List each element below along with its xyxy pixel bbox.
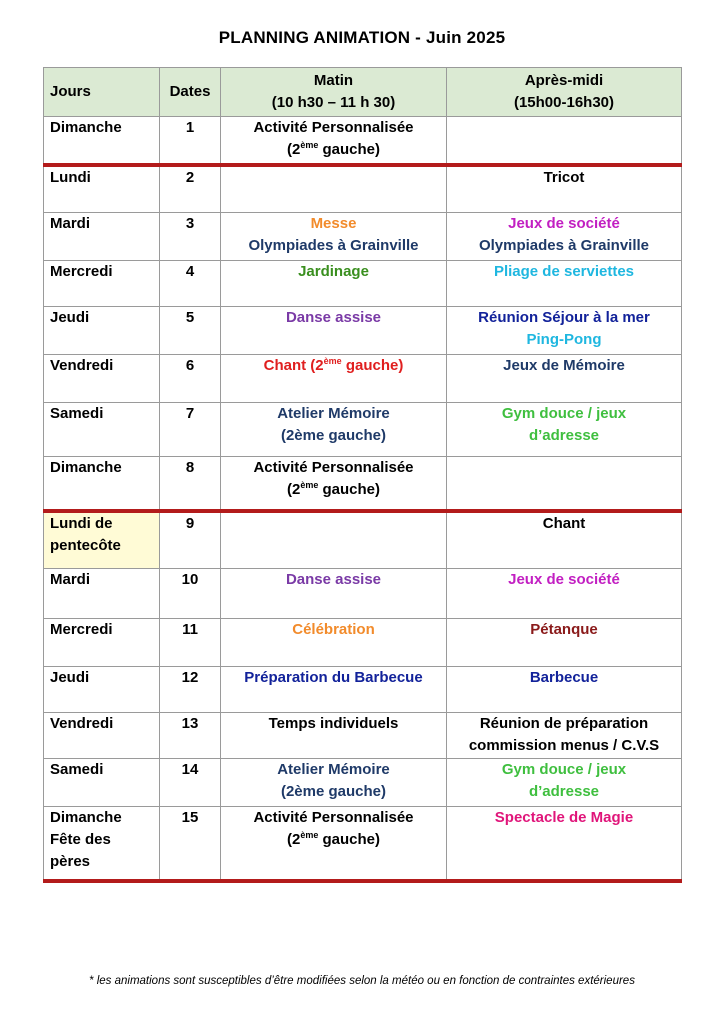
planning-body bbox=[44, 117, 682, 881]
day-label: Vendredi bbox=[50, 357, 114, 374]
activity-text: commission menus / C.V.S bbox=[468, 737, 660, 754]
activity-line bbox=[453, 807, 675, 829]
date-cell: 5 bbox=[160, 307, 221, 355]
header-apres-midi-time: (15h00-16h30) bbox=[513, 94, 615, 111]
activity-text-suffix: gauche) bbox=[341, 357, 404, 374]
date-cell: 12 bbox=[160, 667, 221, 713]
activity-text: Pétanque bbox=[530, 621, 598, 638]
table-row bbox=[44, 807, 682, 881]
day-label: Mercredi bbox=[50, 263, 113, 280]
activity-superscript: ème bbox=[300, 830, 319, 840]
day-cell bbox=[44, 457, 160, 511]
morning-activity-cell bbox=[221, 165, 447, 213]
activity-line bbox=[227, 569, 440, 591]
table-row bbox=[44, 667, 682, 713]
day-cell bbox=[44, 355, 160, 403]
activity-text: Barbecue bbox=[529, 669, 599, 686]
morning-activity-cell bbox=[221, 307, 447, 355]
activity-line bbox=[227, 759, 440, 781]
date-cell: 6 bbox=[160, 355, 221, 403]
activity-line bbox=[453, 235, 675, 257]
date-cell: 7 bbox=[160, 403, 221, 457]
activity-text: Pliage de serviettes bbox=[493, 263, 635, 280]
activity-text-suffix: gauche) bbox=[318, 141, 381, 158]
activity-line bbox=[453, 735, 675, 757]
activity-text: Activité Personnalisée bbox=[253, 119, 414, 136]
header-apres-midi-title: Après-midi bbox=[524, 72, 604, 89]
date-cell: 1 bbox=[160, 117, 221, 165]
day-label: Jeudi bbox=[50, 669, 90, 686]
day-cell bbox=[44, 261, 160, 307]
activity-line bbox=[227, 213, 440, 235]
afternoon-activity-cell bbox=[447, 713, 682, 759]
activity-superscript: ème bbox=[323, 356, 342, 366]
activity-text: Préparation du Barbecue bbox=[244, 669, 423, 686]
morning-activity-cell bbox=[221, 511, 447, 569]
date-cell: 9 bbox=[160, 511, 221, 569]
day-cell bbox=[44, 667, 160, 713]
morning-activity-cell bbox=[221, 355, 447, 403]
header-row bbox=[44, 68, 682, 117]
activity-text: (2ème gauche) bbox=[280, 783, 387, 800]
activity-line bbox=[453, 759, 675, 781]
afternoon-activity-cell bbox=[447, 569, 682, 619]
morning-activity-cell bbox=[221, 759, 447, 807]
morning-activity-cell bbox=[221, 807, 447, 881]
activity-text: Tricot bbox=[543, 168, 585, 186]
date-cell: 2 bbox=[160, 165, 221, 213]
day-label: Mercredi bbox=[50, 621, 113, 638]
day-label: Samedi bbox=[50, 405, 104, 422]
activity-line bbox=[453, 403, 675, 425]
activity-text: Réunion de préparation bbox=[479, 715, 649, 732]
day-cell bbox=[44, 619, 160, 667]
morning-activity-cell bbox=[221, 667, 447, 713]
activity-line bbox=[227, 713, 440, 735]
activity-text: Jeux de société bbox=[508, 215, 620, 232]
activity-superscript: ème bbox=[300, 480, 319, 490]
day-label: Jeudi bbox=[50, 309, 90, 326]
activity-line bbox=[227, 307, 440, 329]
date-cell: 3 bbox=[160, 213, 221, 261]
activity-line bbox=[453, 213, 675, 235]
afternoon-activity-cell bbox=[447, 511, 682, 569]
header-apres-midi bbox=[447, 68, 682, 117]
activity-line bbox=[227, 829, 440, 851]
morning-activity-cell bbox=[221, 213, 447, 261]
table-row bbox=[44, 165, 682, 213]
morning-activity-cell bbox=[221, 569, 447, 619]
activity-text-suffix: gauche) bbox=[318, 831, 381, 848]
day-cell bbox=[44, 807, 160, 881]
activity-line bbox=[227, 117, 440, 139]
day-label: Vendredi bbox=[50, 715, 114, 732]
activity-text: Temps individuels bbox=[268, 715, 399, 732]
header-matin-title: Matin bbox=[313, 72, 354, 89]
day-cell bbox=[44, 713, 160, 759]
activity-text: Atelier Mémoire bbox=[277, 405, 390, 422]
activity-text: Messe bbox=[310, 215, 357, 232]
activity-text: Célébration bbox=[292, 621, 375, 638]
activity-text: (2 bbox=[286, 831, 301, 848]
table-row bbox=[44, 511, 682, 569]
activity-text: Olympiades à Grainville bbox=[248, 237, 419, 254]
afternoon-activity-cell bbox=[447, 355, 682, 403]
activity-text: Chant (2 bbox=[263, 357, 324, 374]
activity-line bbox=[453, 425, 675, 447]
morning-activity-cell bbox=[221, 619, 447, 667]
activity-text: Olympiades à Grainville bbox=[478, 237, 650, 254]
activity-line bbox=[453, 513, 675, 535]
date-cell: 13 bbox=[160, 713, 221, 759]
date-cell: 4 bbox=[160, 261, 221, 307]
date-cell: 14 bbox=[160, 759, 221, 807]
afternoon-activity-cell bbox=[447, 807, 682, 881]
activity-line bbox=[227, 781, 440, 803]
table-row bbox=[44, 713, 682, 759]
activity-line bbox=[227, 403, 440, 425]
table-row bbox=[44, 307, 682, 355]
activity-line bbox=[453, 355, 675, 377]
activity-line bbox=[227, 235, 440, 257]
header-jours: Jours bbox=[44, 68, 160, 117]
afternoon-activity-cell bbox=[447, 117, 682, 165]
morning-activity-cell bbox=[221, 713, 447, 759]
table-row bbox=[44, 619, 682, 667]
activity-line bbox=[453, 781, 675, 803]
day-label: Lundi de bbox=[50, 514, 113, 532]
activity-text: d’adresse bbox=[528, 427, 600, 444]
morning-activity-cell bbox=[221, 117, 447, 165]
afternoon-activity-cell bbox=[447, 307, 682, 355]
activity-text: Spectacle de Magie bbox=[494, 809, 634, 826]
activity-line bbox=[453, 167, 675, 189]
activity-superscript: ème bbox=[300, 140, 319, 150]
activity-text: (2ème gauche) bbox=[280, 427, 387, 444]
date-cell: 10 bbox=[160, 569, 221, 619]
activity-line bbox=[227, 479, 440, 501]
activity-line bbox=[453, 261, 675, 283]
header-dates: Dates bbox=[160, 68, 221, 117]
activity-line bbox=[227, 261, 440, 283]
activity-line bbox=[227, 667, 440, 689]
table-row bbox=[44, 261, 682, 307]
activity-text: Atelier Mémoire bbox=[277, 761, 390, 778]
afternoon-activity-cell bbox=[447, 619, 682, 667]
activity-text: Danse assise bbox=[285, 571, 382, 588]
activity-line bbox=[453, 713, 675, 735]
activity-text-suffix: gauche) bbox=[318, 481, 381, 498]
day-label: pentecôte bbox=[50, 536, 121, 554]
activity-text: Chant bbox=[542, 514, 586, 532]
morning-activity-cell bbox=[221, 261, 447, 307]
day-cell bbox=[44, 117, 160, 165]
day-label: Dimanche bbox=[50, 809, 122, 826]
activity-text: Réunion Séjour à la mer bbox=[478, 309, 650, 326]
activity-line bbox=[227, 139, 440, 161]
activity-text: Activité Personnalisée bbox=[253, 809, 414, 826]
afternoon-activity-cell bbox=[447, 667, 682, 713]
page-title: PLANNING ANIMATION - Juin 2025 bbox=[218, 28, 506, 47]
table-row bbox=[44, 569, 682, 619]
activity-line bbox=[453, 569, 675, 591]
day-cell bbox=[44, 403, 160, 457]
activity-text: Jeux de société bbox=[508, 571, 620, 588]
day-label: Dimanche bbox=[50, 119, 122, 136]
morning-activity-cell bbox=[221, 403, 447, 457]
day-label: Dimanche bbox=[50, 459, 122, 476]
afternoon-activity-cell bbox=[447, 403, 682, 457]
activity-text: (2 bbox=[286, 141, 301, 158]
table-row bbox=[44, 117, 682, 165]
table-row bbox=[44, 213, 682, 261]
day-label: Mardi bbox=[50, 571, 91, 588]
day-label: Samedi bbox=[50, 761, 104, 778]
day-label: Lundi bbox=[50, 168, 91, 186]
activity-text: Activité Personnalisée bbox=[253, 459, 414, 476]
day-label: pères bbox=[50, 853, 91, 870]
activity-line bbox=[227, 425, 440, 447]
activity-text: Ping-Pong bbox=[526, 331, 602, 348]
date-cell: 8 bbox=[160, 457, 221, 511]
morning-activity-cell bbox=[221, 457, 447, 511]
activity-text: d’adresse bbox=[528, 783, 600, 800]
date-cell: 15 bbox=[160, 807, 221, 881]
activity-text: Danse assise bbox=[285, 309, 382, 326]
activity-text: Gym douce / jeux bbox=[501, 761, 627, 778]
activity-line bbox=[227, 457, 440, 479]
header-matin-time: (10 h30 – 11 h 30) bbox=[271, 94, 396, 111]
planning-table bbox=[43, 67, 682, 883]
date-cell: 11 bbox=[160, 619, 221, 667]
activity-line bbox=[453, 667, 675, 689]
day-label: Mardi bbox=[50, 215, 91, 232]
activity-line bbox=[227, 619, 440, 641]
activity-text: Jardinage bbox=[298, 263, 369, 280]
afternoon-activity-cell bbox=[447, 457, 682, 511]
afternoon-activity-cell bbox=[447, 213, 682, 261]
activity-text: Jeux de Mémoire bbox=[503, 357, 625, 374]
table-row bbox=[44, 457, 682, 511]
table-row bbox=[44, 355, 682, 403]
day-cell bbox=[44, 511, 160, 569]
activity-line bbox=[453, 619, 675, 641]
table-row bbox=[44, 403, 682, 457]
afternoon-activity-cell bbox=[447, 165, 682, 213]
activity-line bbox=[227, 355, 440, 377]
activity-text: Gym douce / jeux bbox=[501, 405, 627, 422]
footnote: * les animations sont susceptibles d’être modifiées selon la météo ou en fonction de contraintes extérieures bbox=[89, 975, 635, 987]
day-cell bbox=[44, 213, 160, 261]
afternoon-activity-cell bbox=[447, 759, 682, 807]
activity-line bbox=[453, 307, 675, 329]
activity-line bbox=[453, 329, 675, 351]
activity-line bbox=[227, 807, 440, 829]
table-row bbox=[44, 759, 682, 807]
day-cell bbox=[44, 569, 160, 619]
day-cell bbox=[44, 307, 160, 355]
afternoon-activity-cell bbox=[447, 261, 682, 307]
header-matin bbox=[221, 68, 447, 117]
activity-text: (2 bbox=[286, 481, 301, 498]
day-label: Fête des bbox=[50, 831, 111, 848]
day-cell bbox=[44, 759, 160, 807]
day-cell bbox=[44, 165, 160, 213]
